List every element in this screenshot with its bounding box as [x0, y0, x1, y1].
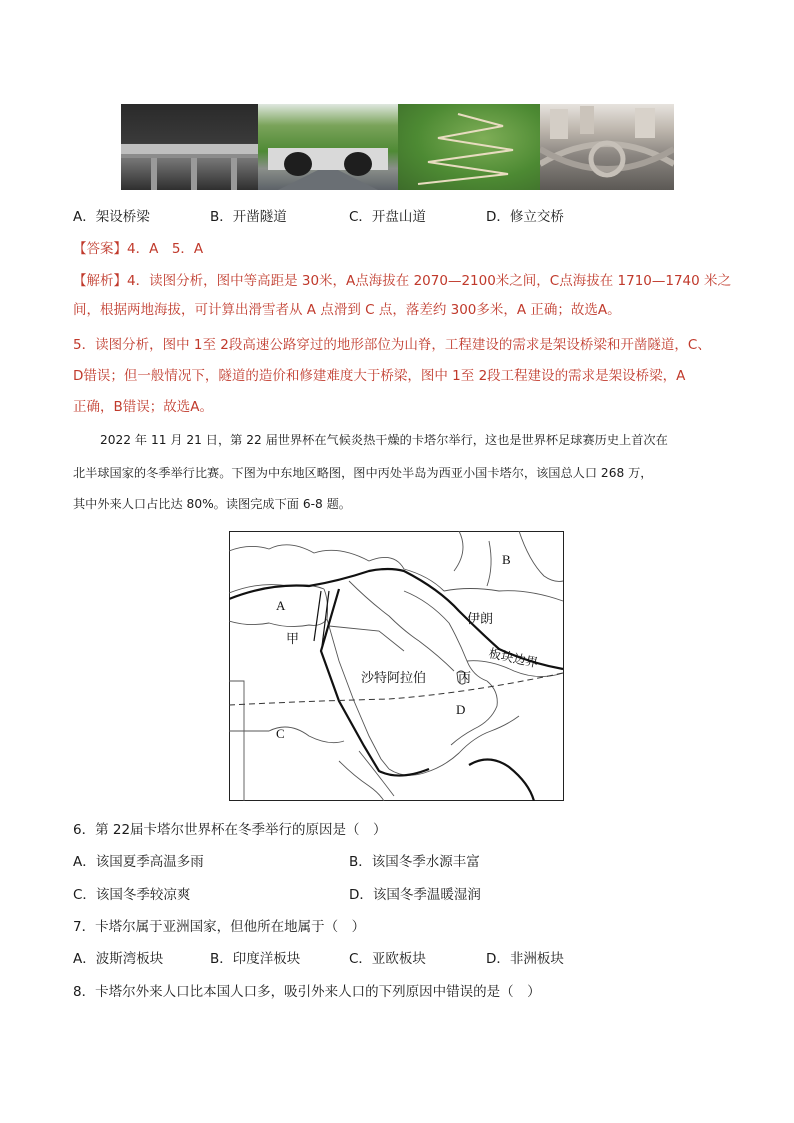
- q7-option-b: B．印度洋板块: [210, 951, 301, 967]
- bridge-photo: [121, 104, 258, 190]
- map-label-iran: 伊朗: [467, 612, 494, 627]
- answer-tag: 【答案】: [73, 241, 127, 257]
- q6-option-a: A．该国夏季高温多雨: [73, 854, 204, 870]
- q7-stem: 7．卡塔尔属于亚洲国家，但他所在地属于（ ）: [73, 919, 366, 935]
- interchange-photo: [540, 104, 674, 190]
- q6-stem: 6．第 22届卡塔尔世界杯在冬季举行的原因是（ ）: [73, 822, 387, 838]
- answer-text: 4．A 5．A: [127, 241, 204, 257]
- analysis-tag: 【解析】: [73, 273, 127, 289]
- answer-line: [73, 239, 203, 259]
- analysis-line-3: 5．读图分析，图中 1至 2段高速公路穿过的地形部位为山脊，工程建设的需求是架设桥梁和开凿隧道，C、: [73, 337, 711, 353]
- q5-option-b: B．开凿隧道: [210, 209, 287, 225]
- q5-option-c: C．开盘山道: [349, 209, 426, 225]
- q5-option-d: D．修立交桥: [486, 209, 564, 225]
- map-label-b: B: [502, 552, 511, 567]
- q7-option-a: A．波斯湾板块: [73, 951, 164, 967]
- map-label-d: D: [456, 702, 466, 717]
- analysis-line-5: 正确，B错误；故选A。: [73, 399, 213, 415]
- q6-option-b: B．该国冬季水源丰富: [349, 854, 480, 870]
- map-label-saudi: 沙特阿拉伯: [361, 671, 427, 686]
- q7-option-d: D．非洲板块: [486, 951, 564, 967]
- photo-strip: [121, 104, 674, 190]
- q6-option-c: C．该国冬季较凉爽: [73, 887, 191, 903]
- analysis-line-1: [73, 271, 731, 291]
- intro-line-1: 2022 年 11 月 21 日，第 22 届世界杯在气候炎热干燥的卡塔尔举行，这也是世界杯足球赛历史上首次在: [100, 433, 668, 447]
- analysis-line-2: 间，根据两地海拔，可计算出滑雪者从 A 点滑到 C 点，落差约 300多米，A 正确；故选A。: [73, 302, 621, 318]
- intro-line-2: 北半球国家的冬季举行比赛。下图为中东地区略图，图中丙处半岛为西亚小国卡塔尔，该国总人口 268 万，: [73, 466, 653, 480]
- tunnel-photo: [258, 104, 398, 190]
- map-label-c: C: [276, 726, 285, 741]
- analysis-text-1: 4．读图分析，图中等高距是 30米，A点海拔在 2070—2100米之间，C点海拔在 1710—1740 米之: [127, 273, 732, 289]
- mountain-road-photo: [398, 104, 540, 190]
- intro-line-3: 其中外来人口占比达 80%。读图完成下面 6-8 题。: [73, 497, 351, 511]
- map-label-plate-boundary: 板块边界: [487, 645, 540, 671]
- middle-east-map: [229, 531, 564, 801]
- q6-option-d: D．该国冬季温暖湿润: [349, 887, 481, 903]
- analysis-line-4: D错误；但一般情况下，隧道的造价和修建难度大于桥梁，图中 1至 2段工程建设的需求是架设桥梁，A: [73, 368, 686, 384]
- q7-option-c: C．亚欧板块: [349, 951, 426, 967]
- map-label-bing: 丙: [458, 671, 472, 686]
- map-label-jia: 甲: [286, 632, 300, 647]
- q5-option-a: A．架设桥梁: [73, 209, 150, 225]
- q8-stem: 8．卡塔尔外来人口比本国人口多，吸引外来人口的下列原因中错误的是（ ）: [73, 984, 541, 1000]
- map-label-a: A: [276, 598, 286, 613]
